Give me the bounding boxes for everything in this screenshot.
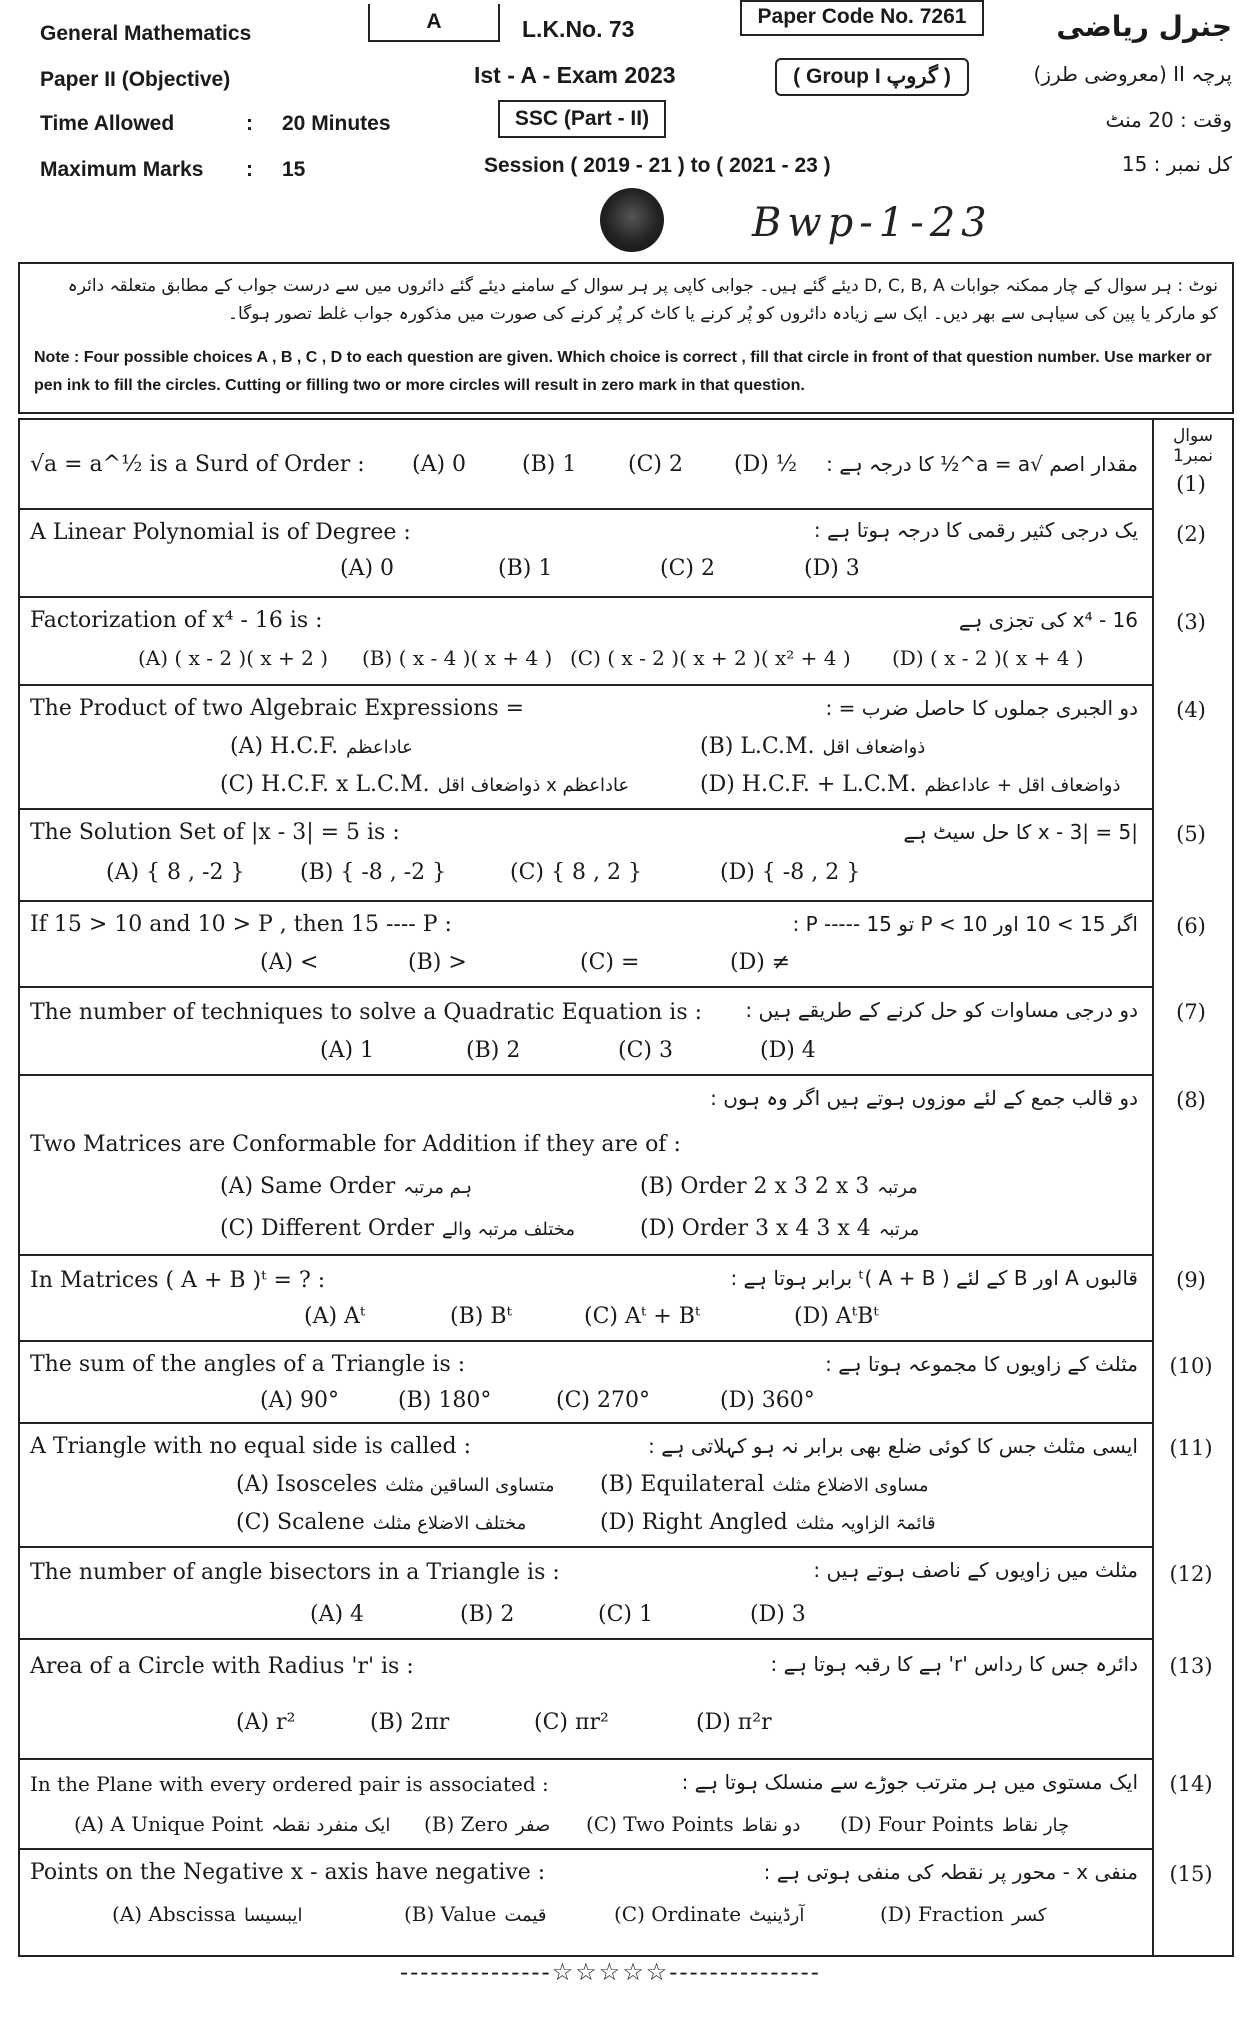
option-c[interactable]: (C) 2 <box>660 556 715 581</box>
option-a[interactable]: (A) 0 <box>340 556 395 581</box>
subject-en: General Mathematics <box>40 22 252 45</box>
time-value: 20 Minutes <box>282 112 391 135</box>
question-ur: یک درجی کثیر رقمی کا درجہ ہوتا ہے : <box>813 518 1138 542</box>
question-number: (7) <box>1176 1000 1206 1024</box>
option-text: (D) Order 3 x 4 3 x 4 <box>640 1216 871 1241</box>
question-row <box>20 1546 1213 1640</box>
option-text: (C) Two Points <box>586 1812 734 1836</box>
paper-en: Paper II (Objective) <box>40 68 231 91</box>
question-number: (12) <box>1169 1562 1213 1586</box>
option-b[interactable]: (B) ( x - 4 )( x + 4 ) <box>362 646 553 670</box>
option-ur: مختلف الاضلاع مثلث <box>372 1513 527 1534</box>
question-en: The Product of two Algebraic Expressions = <box>30 696 525 721</box>
marks-value: 15 <box>282 158 306 181</box>
option-ur: متساوی الساقین مثلث <box>385 1475 555 1496</box>
paper-code: Paper Code No. 7261 <box>740 0 984 36</box>
option-b[interactable]: (B) Bᵗ <box>450 1304 512 1329</box>
question-en: The sum of the angles of a Triangle is : <box>30 1352 466 1377</box>
question-en: √a = a^½ is a Surd of Order : <box>30 452 365 477</box>
option-b[interactable]: (B) { -8 , -2 } <box>300 860 447 885</box>
question-ur: مثلث میں زاویوں کے ناصف ہوتے ہیں : <box>813 1558 1138 1582</box>
option-ur: ہم مرتبہ <box>403 1177 473 1198</box>
question-en: Factorization of x⁴ - 16 is : <box>30 608 323 633</box>
marks-label: Maximum Marks <box>40 158 204 181</box>
option-text: (D) Four Points <box>840 1812 994 1836</box>
option-text: (B) Value <box>404 1902 497 1926</box>
handwritten-code: Bwp-1-23 <box>752 200 993 246</box>
question-number: (13) <box>1169 1654 1213 1678</box>
option-text: (A) Isosceles <box>236 1472 378 1497</box>
question-number: (1) <box>1176 472 1206 496</box>
question-row <box>20 986 1206 1076</box>
question-en: The number of angle bisectors in a Triangle is : <box>30 1560 560 1585</box>
time-label: Time Allowed <box>40 112 175 135</box>
option-a[interactable]: (A) 90° <box>260 1388 340 1413</box>
option-b[interactable]: (B) 2 <box>460 1602 515 1627</box>
question-number: (9) <box>1176 1268 1206 1292</box>
question-en: Points on the Negative x - axis have negative : <box>30 1860 546 1885</box>
question-row <box>20 808 1206 902</box>
option-ur: قائمۃ الزاویہ مثلث <box>795 1513 936 1534</box>
question-en: A Triangle with no equal side is called : <box>30 1434 471 1459</box>
option-ur: مساوی الاضلاع مثلث <box>772 1475 929 1496</box>
option-b[interactable] <box>404 1902 546 1926</box>
question-number-header: سوال نمبر1 <box>1172 426 1214 466</box>
option-d[interactable] <box>600 1510 936 1535</box>
option-text: (B) Order 2 x 3 2 x 3 <box>640 1174 870 1199</box>
option-c[interactable] <box>220 1216 575 1241</box>
question-number: (8) <box>1176 1088 1206 1112</box>
option-b[interactable] <box>640 1174 918 1199</box>
question-ur: |x - 3| = 5 کا حل سیٹ ہے <box>903 820 1138 844</box>
option-a[interactable] <box>230 734 413 759</box>
option-d[interactable] <box>880 1902 1046 1926</box>
option-a[interactable]: (A) 4 <box>310 1602 365 1627</box>
option-d[interactable]: (D) 3 <box>750 1602 806 1627</box>
option-ur: مرتبہ <box>877 1177 918 1198</box>
option-c[interactable] <box>220 772 629 797</box>
question-ur: اگر 15 > 10 اور 10 > P تو 15 ----- P : <box>792 912 1138 936</box>
question-number: (6) <box>1176 914 1206 938</box>
ssc-box: SSC (Part - II) <box>498 100 666 138</box>
exam-title: Ist - A - Exam 2023 <box>474 62 676 88</box>
question-en: In Matrices ( A + B )ᵗ = ? : <box>30 1268 326 1293</box>
option-d[interactable]: (D) ( x - 2 )( x + 4 ) <box>892 646 1084 670</box>
question-row <box>20 1254 1206 1342</box>
group-box: ( Group I گروپ ) <box>775 58 969 96</box>
option-ur: ایک منفرد نقطہ <box>271 1815 391 1836</box>
session: Session ( 2019 - 21 ) to ( 2021 - 23 ) <box>484 154 831 177</box>
note-urdu: نوٹ : ہر سوال کے چار ممکنہ جوابات D, C, B, A دیئے گئے ہیں۔ جوابی کاپی پر ہر سوال کے سامنے دیئے گئے دائروں میں سے درست جواب کے مطابق متعلقہ دائرہ کو مارکر یا پین کی سیاہی سے بھر دیں۔ ایک سے زیادہ دائروں کو پُر کرنے یا کاٹ کر پُر کرنے کی صورت میں مذکورہ جواب غلط تصور ہوگا۔ <box>67 276 1218 324</box>
option-text: (D) Fraction <box>880 1902 1004 1926</box>
question-ur: دائرہ جس کا رداس 'r' ہے کا رقبہ ہوتا ہے : <box>770 1652 1138 1676</box>
option-text: (C) Ordinate <box>614 1902 742 1926</box>
option-ur: ذواضعاف اقل x عاداعظم <box>437 775 630 796</box>
question-number: (14) <box>1169 1772 1213 1796</box>
lk-number: L.K.No. 73 <box>522 16 635 42</box>
option-b[interactable]: (B) 1 <box>522 452 577 477</box>
option-c[interactable]: (C) 2 <box>628 452 683 477</box>
option-b[interactable]: (B) 2πr <box>370 1710 450 1735</box>
option-b[interactable]: (B) > <box>408 950 467 975</box>
option-a[interactable]: (A) 0 <box>412 452 467 477</box>
option-text: (A) Abscissa <box>112 1902 236 1926</box>
question-row <box>20 684 1206 810</box>
option-c[interactable]: (C) πr² <box>534 1710 609 1735</box>
option-c[interactable]: (C) 3 <box>618 1038 673 1063</box>
option-ur: چار نقاط <box>1001 1815 1070 1836</box>
option-a[interactable]: (A) 1 <box>320 1038 375 1063</box>
option-d[interactable]: (D) 360° <box>720 1388 815 1413</box>
instructions-box <box>18 262 1234 414</box>
option-b[interactable]: (B) 2 <box>466 1038 521 1063</box>
time-colon: : <box>246 112 253 135</box>
option-c[interactable]: (C) ( x - 2 )( x + 2 )( x² + 4 ) <box>570 646 851 670</box>
option-text: (B) L.C.M. <box>700 734 815 759</box>
option-ur: مختلف مرتبہ والے <box>442 1219 576 1240</box>
option-ur: ذواضعاف اقل + عاداعظم <box>924 775 1121 796</box>
option-c[interactable] <box>236 1510 526 1535</box>
question-ur: دو قالب جمع کے لئے موزوں ہوتے ہیں اگر وہ ہوں : <box>710 1086 1138 1110</box>
option-ur: دو نقاط <box>741 1815 801 1836</box>
question-number: (11) <box>1169 1436 1213 1460</box>
option-b[interactable] <box>600 1472 929 1497</box>
marks-colon: : <box>246 158 253 181</box>
option-text: (B) Equilateral <box>600 1472 765 1497</box>
marks-ur: کل نمبر : 15 <box>1121 152 1232 176</box>
board-logo-icon <box>600 188 664 252</box>
question-row <box>20 1638 1213 1760</box>
option-c[interactable] <box>614 1902 804 1926</box>
paper-ur: پرچہ II (معروضی طرز) <box>1033 62 1232 86</box>
question-row <box>20 1848 1213 1953</box>
option-ur: مرتبہ <box>878 1219 920 1240</box>
question-en: If 15 > 10 and 10 > P , then 15 ---- P : <box>30 912 452 937</box>
option-ur: کسر <box>1011 1905 1047 1926</box>
question-ur: ایک مستوی میں ہر مترتب جوڑے سے منسلک ہوتا ہے : <box>681 1770 1138 1794</box>
option-ur: آرڈینیٹ <box>749 1905 805 1926</box>
option-a[interactable] <box>236 1472 555 1497</box>
question-ur: مثلث کے زاویوں کا مجموعہ ہوتا ہے : <box>825 1352 1138 1376</box>
question-number-column <box>1152 420 1232 1955</box>
question-ur: دو الجبری جملوں کا حاصل ضرب = : <box>825 696 1138 720</box>
option-c[interactable]: (C) Aᵗ + Bᵗ <box>584 1304 701 1329</box>
option-text: (D) H.C.F. + L.C.M. <box>700 772 917 797</box>
question-en: Area of a Circle with Radius 'r' is : <box>30 1654 414 1679</box>
option-d[interactable]: (D) 4 <box>760 1038 816 1063</box>
option-b[interactable] <box>700 734 925 759</box>
question-number: (15) <box>1169 1862 1213 1886</box>
option-text: (D) Right Angled <box>600 1510 788 1535</box>
question-number: (2) <box>1176 522 1206 546</box>
option-c[interactable]: (C) 1 <box>598 1602 653 1627</box>
option-d[interactable]: (D) ≠ <box>730 950 791 975</box>
question-ur: مقدار اصم √a = a^½ کا درجہ ہے : <box>826 452 1138 476</box>
option-c[interactable]: (C) = <box>580 950 640 975</box>
question-row <box>20 1422 1213 1548</box>
option-a[interactable] <box>74 1812 390 1836</box>
option-a[interactable]: (A) { 8 , -2 } <box>106 860 245 885</box>
questions-table <box>18 418 1234 1957</box>
question-number: (4) <box>1176 698 1206 722</box>
note-english: Note : Four possible choices A , B , C , D to each question are given. Which choice is correct , fill that circle in front of that question number. Use marker or pen ink to fill the circles. Cutting or filling two or more circles will result in zero mark in that question. <box>34 349 1212 394</box>
question-ur: دو درجی مساوات کو حل کرنے کے طریقے ہیں : <box>745 998 1138 1022</box>
option-ur: ذواضعاف اقل <box>822 737 926 758</box>
option-text: (A) H.C.F. <box>230 734 339 759</box>
option-b[interactable]: (B) 1 <box>498 556 553 581</box>
question-ur: x⁴ - 16 کی تجزی ہے <box>958 608 1138 632</box>
option-c[interactable]: (C) { 8 , 2 } <box>510 860 642 885</box>
version-box: A <box>368 4 500 42</box>
option-text: (C) Different Order <box>220 1216 435 1241</box>
option-a[interactable]: (A) < <box>260 950 319 975</box>
option-ur: قیمت <box>504 1905 547 1926</box>
question-ur: قالبوں A اور B کے لئے ( A + B )ᵗ برابر ہوتا ہے : <box>730 1266 1138 1290</box>
time-ur: وقت : 20 منٹ <box>1105 108 1232 132</box>
option-d[interactable]: (D) 3 <box>804 556 860 581</box>
option-d[interactable]: (D) AᵗBᵗ <box>794 1304 879 1329</box>
option-b[interactable]: (B) 180° <box>398 1388 492 1413</box>
option-d[interactable] <box>840 1812 1069 1836</box>
question-row <box>20 1074 1206 1256</box>
question-number: (5) <box>1176 822 1206 846</box>
option-c[interactable] <box>586 1812 800 1836</box>
question-number: (3) <box>1176 610 1206 634</box>
option-ur: عاداعظم <box>346 737 413 758</box>
question-row <box>20 1340 1213 1424</box>
exam-header <box>0 0 1250 260</box>
option-a[interactable] <box>220 1174 472 1199</box>
option-a[interactable] <box>112 1902 302 1926</box>
option-ur: صفر <box>516 1815 551 1836</box>
question-number: (10) <box>1169 1354 1213 1378</box>
option-a[interactable]: (A) ( x - 2 )( x + 2 ) <box>138 646 328 670</box>
question-row <box>20 1758 1213 1850</box>
question-row <box>20 596 1206 686</box>
question-en: The Solution Set of |x - 3| = 5 is : <box>30 820 400 845</box>
question-ur: منفی x - محور پر نقطہ کی منفی ہوتی ہے : <box>763 1860 1138 1884</box>
question-row <box>20 508 1206 598</box>
option-d[interactable] <box>640 1216 919 1241</box>
question-ur: ایسی مثلث جس کا کوئی ضلع بھی برابر نہ ہو کہلاتی ہے : <box>648 1434 1138 1458</box>
option-d[interactable] <box>700 772 1120 797</box>
option-text: (C) Scalene <box>236 1510 365 1535</box>
option-text: (C) H.C.F. x L.C.M. <box>220 772 430 797</box>
option-text: (B) Zero <box>424 1812 508 1836</box>
option-a[interactable]: (A) Aᵗ <box>304 1304 366 1329</box>
option-c[interactable]: (C) 270° <box>556 1388 650 1413</box>
question-row <box>20 900 1206 988</box>
option-ur: ایبسیسا <box>243 1905 303 1926</box>
option-d[interactable]: (D) ½ <box>734 452 798 477</box>
question-en: A Linear Polynomial is of Degree : <box>30 520 411 545</box>
question-en: Two Matrices are Conformable for Addition if they are of : <box>30 1132 681 1157</box>
option-text: (A) Same Order <box>220 1174 396 1199</box>
option-b[interactable] <box>424 1812 550 1836</box>
question-en: The number of techniques to solve a Quadratic Equation is : <box>30 1000 703 1025</box>
option-a[interactable]: (A) r² <box>236 1710 296 1735</box>
option-d[interactable]: (D) { -8 , 2 } <box>720 860 861 885</box>
question-en: In the Plane with every ordered pair is associated : <box>30 1772 549 1796</box>
option-d[interactable]: (D) π²r <box>696 1710 772 1735</box>
footer-stars: ---------------☆☆☆☆☆--------------- <box>400 1958 821 1986</box>
option-text: (A) A Unique Point <box>74 1812 264 1836</box>
subject-ur: جنرل ریاضی <box>1056 10 1232 43</box>
